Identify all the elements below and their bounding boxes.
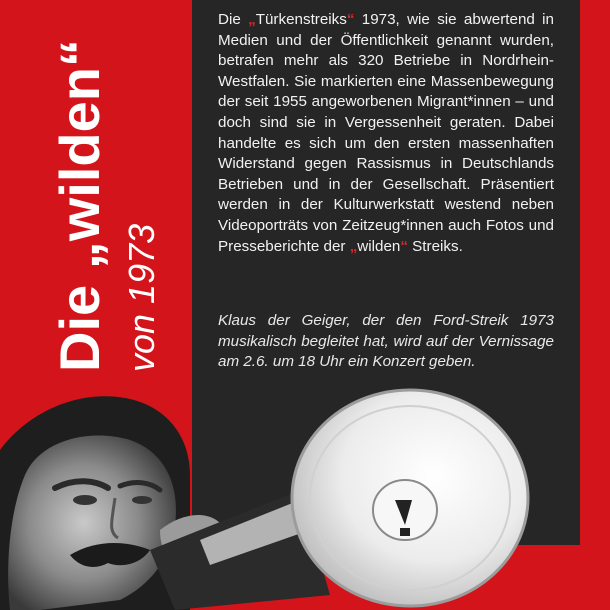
quote-mark: “	[400, 237, 408, 255]
quote-mark: “	[346, 11, 355, 28]
title-quote-mark: “	[48, 39, 111, 68]
title-prefix: Die	[48, 269, 111, 372]
subtitle-text: von 1973	[121, 223, 162, 372]
description-paragraph	[218, 10, 554, 257]
paragraph-text: 1973, wie sie abwertend in Medien und der Öffentlichkeit genannt wurden, betrafen mehr als 320 Betriebe in Nordrhein-Westfalen. Sie markierten eine Massenbewegung der seit 1955 angeworbenen Migrant*innen – und doch sind sie in Vergessenheit geraten. Dabei handelte es sich um den ersten massenhaften Widerstand gegen Rassismus in Deutschlands Betrieben und in der Gesellschaft. Präsentiert werden in der Kulturwerkstatt westend neben Videoporträts von Zeitzeug*innen auch Fotos und Presseberichte der	[218, 11, 554, 255]
paragraph-term: Türkenstreiks	[255, 11, 347, 28]
megaphone-photo	[0, 380, 580, 610]
paragraph-text: Streiks.	[407, 237, 463, 255]
quote-mark: „	[349, 237, 358, 255]
concert-note: Klaus der Geiger, der den Ford-Streik 1973 musikalisch begleitet hat, wird auf der Vernissage am 2.6. um 18 Uhr ein Konzert geben.	[218, 312, 554, 371]
paragraph-term: wilden	[357, 237, 401, 255]
quote-mark: „	[248, 11, 256, 28]
poster-subtitle	[122, 72, 162, 372]
title-word: wilden	[48, 67, 111, 242]
paragraph-text: Die	[218, 11, 249, 28]
poster-title	[48, 0, 112, 372]
title-quote-mark: „	[48, 241, 111, 270]
